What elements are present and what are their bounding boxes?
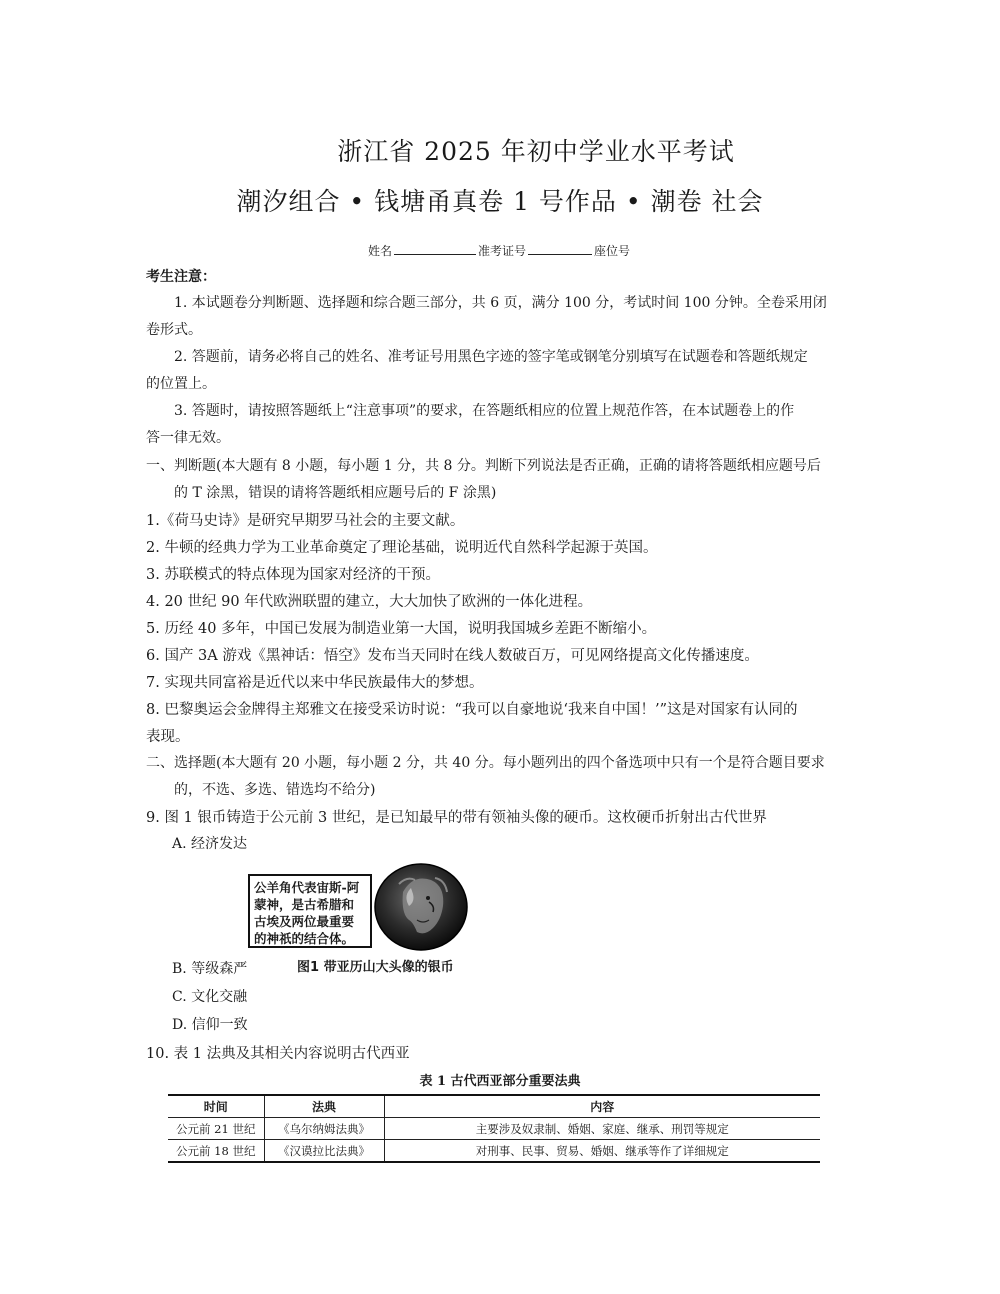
question-10-stem: 10. 表 1 法典及其相关内容说明古代西亚 [146,1046,410,1062]
section2-heading-line-2: 的，不选、多选、错选均不给分) [174,782,376,798]
notice-item-1-line-2: 卷形式。 [146,322,202,338]
callout-line-2: 蒙神，是古希腊和 [254,897,355,912]
question-4: 4. 20 世纪 90 年代欧洲联盟的建立，大大加快了欧洲的一体化进程。 [146,594,593,610]
notice-item-1-line-1: 1. 本试题卷分判断题、选择题和综合题三部分，共 6 页，满分 100 分，考试时间 100 分钟。全卷采用闭 [174,295,827,311]
col-header-code: 法典 [264,1095,384,1118]
section1-heading-line-2: 的 T 涂黑，错误的请将答题纸相应题号后的 F 涂黑) [174,485,497,501]
section1-heading-line-1: 一、判断题(本大题有 8 小题，每小题 1 分，共 8 分。判断下列说法是否正确，正确的请将答题纸相应题号后 [146,458,821,474]
table-row [168,1140,820,1163]
notice-item-3-line-1: 3. 答题时，请按照答题纸上“注意事项”的要求，在答题纸相应的位置上规范作答，在本试题卷上的作 [174,403,795,419]
law-table [168,1094,820,1163]
notice-item-2-line-2: 的位置上。 [146,376,216,392]
question-9-option-d: D. 信仰一致 [172,1017,248,1033]
question-9-option-a: A. 经济发达 [172,836,248,852]
question-3: 3. 苏联模式的特点体现为国家对经济的干预。 [146,567,440,583]
col-header-time: 时间 [168,1095,264,1118]
table-cell: 对刑事、民事、贸易、婚姻、继承等作了详细规定 [384,1140,820,1163]
question-7: 7. 实现共同富裕是近代以来中华民族最伟大的梦想。 [146,675,484,691]
figure-1-caption: 图1 带亚历山大头像的银币 [297,960,454,975]
question-1: 1.《荷马史诗》是研究早期罗马社会的主要文献。 [146,513,465,529]
table-row [168,1118,820,1140]
callout-line-1: 公羊角代表宙斯-阿 [254,880,360,895]
notice-item-3-line-2: 答一律无效。 [146,430,230,446]
exam-title: 浙江省 2025 年初中学业水平考试 [337,137,735,166]
figure-1-callout [248,874,372,948]
notice-item-2-line-1: 2. 答题前，请务必将自己的姓名、准考证号用黑色字迹的签字笔或钢笔分别填写在试题卷和答题纸规定 [174,349,808,365]
question-8: 8. 巴黎奥运会金牌得主郑雅文在接受采访时说：“我可以自豪地说‘我来自中国！’”这是对国家有认同的 [146,702,798,718]
id-label: 准考证号 [478,244,527,258]
question-9-option-c: C. 文化交融 [172,989,248,1005]
id-blank [528,242,592,255]
table-1-caption: 表 1 古代西亚部分重要法典 [419,1074,581,1089]
question-9-option-b: B. 等级森严 [172,961,248,977]
question-5: 5. 历经 40 多年，中国已发展为制造业第一大国，说明我国城乡差距不断缩小。 [146,621,657,637]
figure-1 [248,868,478,978]
table-cell: 《乌尔纳姆法典》 [264,1118,384,1140]
table-cell: 《汉谟拉比法典》 [264,1140,384,1163]
section2-heading-line-1: 二、选择题(本大题有 20 小题，每小题 2 分，共 40 分。每小题列出的四个备选项中只有一个是符合题目要求 [146,755,825,771]
col-header-content: 内容 [384,1095,820,1118]
notice-heading: 考生注意： [146,269,216,285]
question-6: 6. 国产 3A 游戏《黑神话：悟空》发布当天同时在线人数破百万，可见网络提高文化传播速度。 [146,648,759,664]
candidate-info-line [368,242,630,259]
name-blank [394,242,476,255]
callout-line-4: 的神祇的结合体。 [254,931,355,946]
table-cell: 公元前 21 世纪 [168,1118,264,1140]
question-2: 2. 牛顿的经典力学为工业革命奠定了理论基础，说明近代自然科学起源于英国。 [146,540,658,556]
seat-label: 座位号 [594,244,631,258]
table-cell: 主要涉及奴隶制、婚姻、家庭、继承、刑罚等规定 [384,1118,820,1140]
question-9-stem: 9. 图 1 银币铸造于公元前 3 世纪，是已知最早的带有领袖头像的硬币。这枚硬币折射出古代世界 [146,810,767,826]
table-cell: 公元前 18 世纪 [168,1140,264,1163]
exam-subtitle: 潮汐组合 • 钱塘甬真卷 1 号作品 • 潮卷 社会 [236,187,764,216]
coin-alexander-head-icon [373,862,469,952]
question-8-continued: 表现。 [146,729,190,745]
table-header-row [168,1095,820,1118]
name-label: 姓名 [368,244,393,258]
callout-line-3: 古埃及两位最重要 [254,914,355,929]
